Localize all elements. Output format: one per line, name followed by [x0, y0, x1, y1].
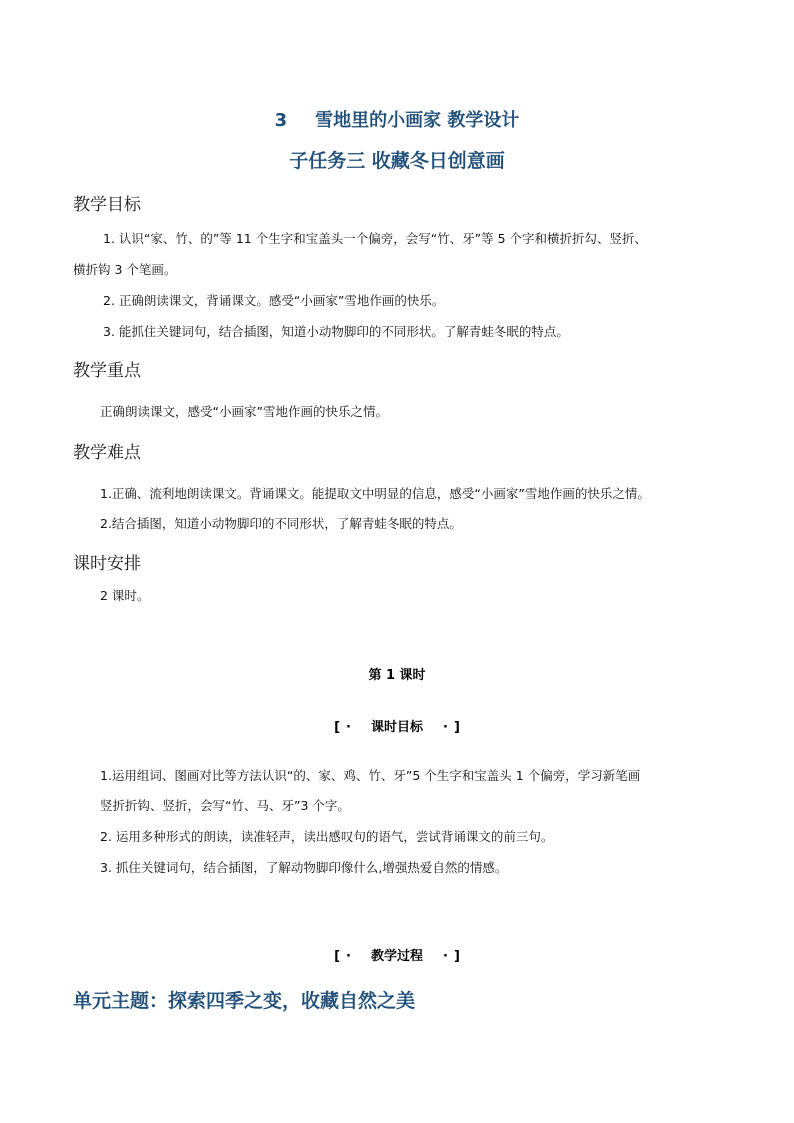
bullet-dot: · [346, 949, 351, 964]
lesson-goal-line: 3. 抓住关键词句，结合插图，了解动物脚印像什么,增强热爱自然的情感。 [100, 860, 508, 875]
lesson-process-heading [0, 945, 794, 964]
lesson-goal-line: 2. 运用多种形式的朗读，读准轻声，读出感叹句的语气，尝试背诵课文的前三句。 [100, 829, 554, 844]
lesson-heading: 第 1 课时 [368, 668, 426, 683]
objective-line: 3. 能抓住关键词句，结合插图，知道小动物脚印的不同形状。了解青蛙冬眠的特点。 [103, 324, 569, 339]
bracket-left: [ [334, 720, 341, 735]
document-subtitle: 子任务三 收藏冬日创意画 [289, 150, 505, 172]
bracket-right: ] [453, 720, 460, 735]
lesson-goal-line: 竖折折钩、竖折，会写“竹、马、牙”3 个字。 [100, 798, 350, 813]
heading-schedule: 课时安排 [73, 554, 141, 574]
difficulty-line: 2.结合插图，知道小动物脚印的不同形状，了解青蛙冬眠的特点。 [100, 516, 462, 531]
bracket-left: [ [334, 949, 341, 964]
heading-difficulties: 教学难点 [73, 443, 141, 463]
bracket-right: ] [453, 949, 460, 964]
heading-key-points: 教学重点 [73, 361, 141, 381]
bullet-dot: · [346, 720, 351, 735]
lesson-goals-label: 课时目标 [370, 720, 423, 735]
bullet-dot: · [443, 720, 448, 735]
lesson-process-label: 教学过程 [370, 949, 423, 964]
lesson-goal-line: 1.运用组词、图画对比等方法认识“的、家、鸡、竹、牙”5 个生字和宝盖头 1 个偏旁，学习新笔画 [100, 768, 641, 783]
title-number: 3 [274, 110, 288, 131]
objective-line: 2. 正确朗读课文，背诵课文。感受“小画家”雪地作画的快乐。 [103, 293, 445, 308]
bullet-dot: · [443, 949, 448, 964]
title-text: 雪地里的小画家 教学设计 [315, 110, 520, 131]
unit-theme-heading: 单元主题：探索四季之变，收藏自然之美 [73, 990, 416, 1012]
objective-line: 横折钩 3 个笔画。 [73, 262, 177, 277]
heading-objectives: 教学目标 [73, 195, 141, 215]
difficulty-line: 1.正确、流利地朗读课文。背诵课文。能提取文中明显的信息，感受“小画家”雪地作画的快乐之情。 [100, 486, 650, 501]
lesson-goals-heading [0, 716, 794, 735]
document-title [0, 106, 794, 132]
schedule-text: 2 课时。 [100, 588, 150, 603]
objective-line: 1. 认识“家、竹、的”等 11 个生字和宝盖头一个偏旁，会写“竹、牙”等 5 个字和横折折勾、竖折、 [103, 231, 648, 246]
key-points-text: 正确朗读课文，感受“小画家”雪地作画的快乐之情。 [100, 404, 388, 419]
